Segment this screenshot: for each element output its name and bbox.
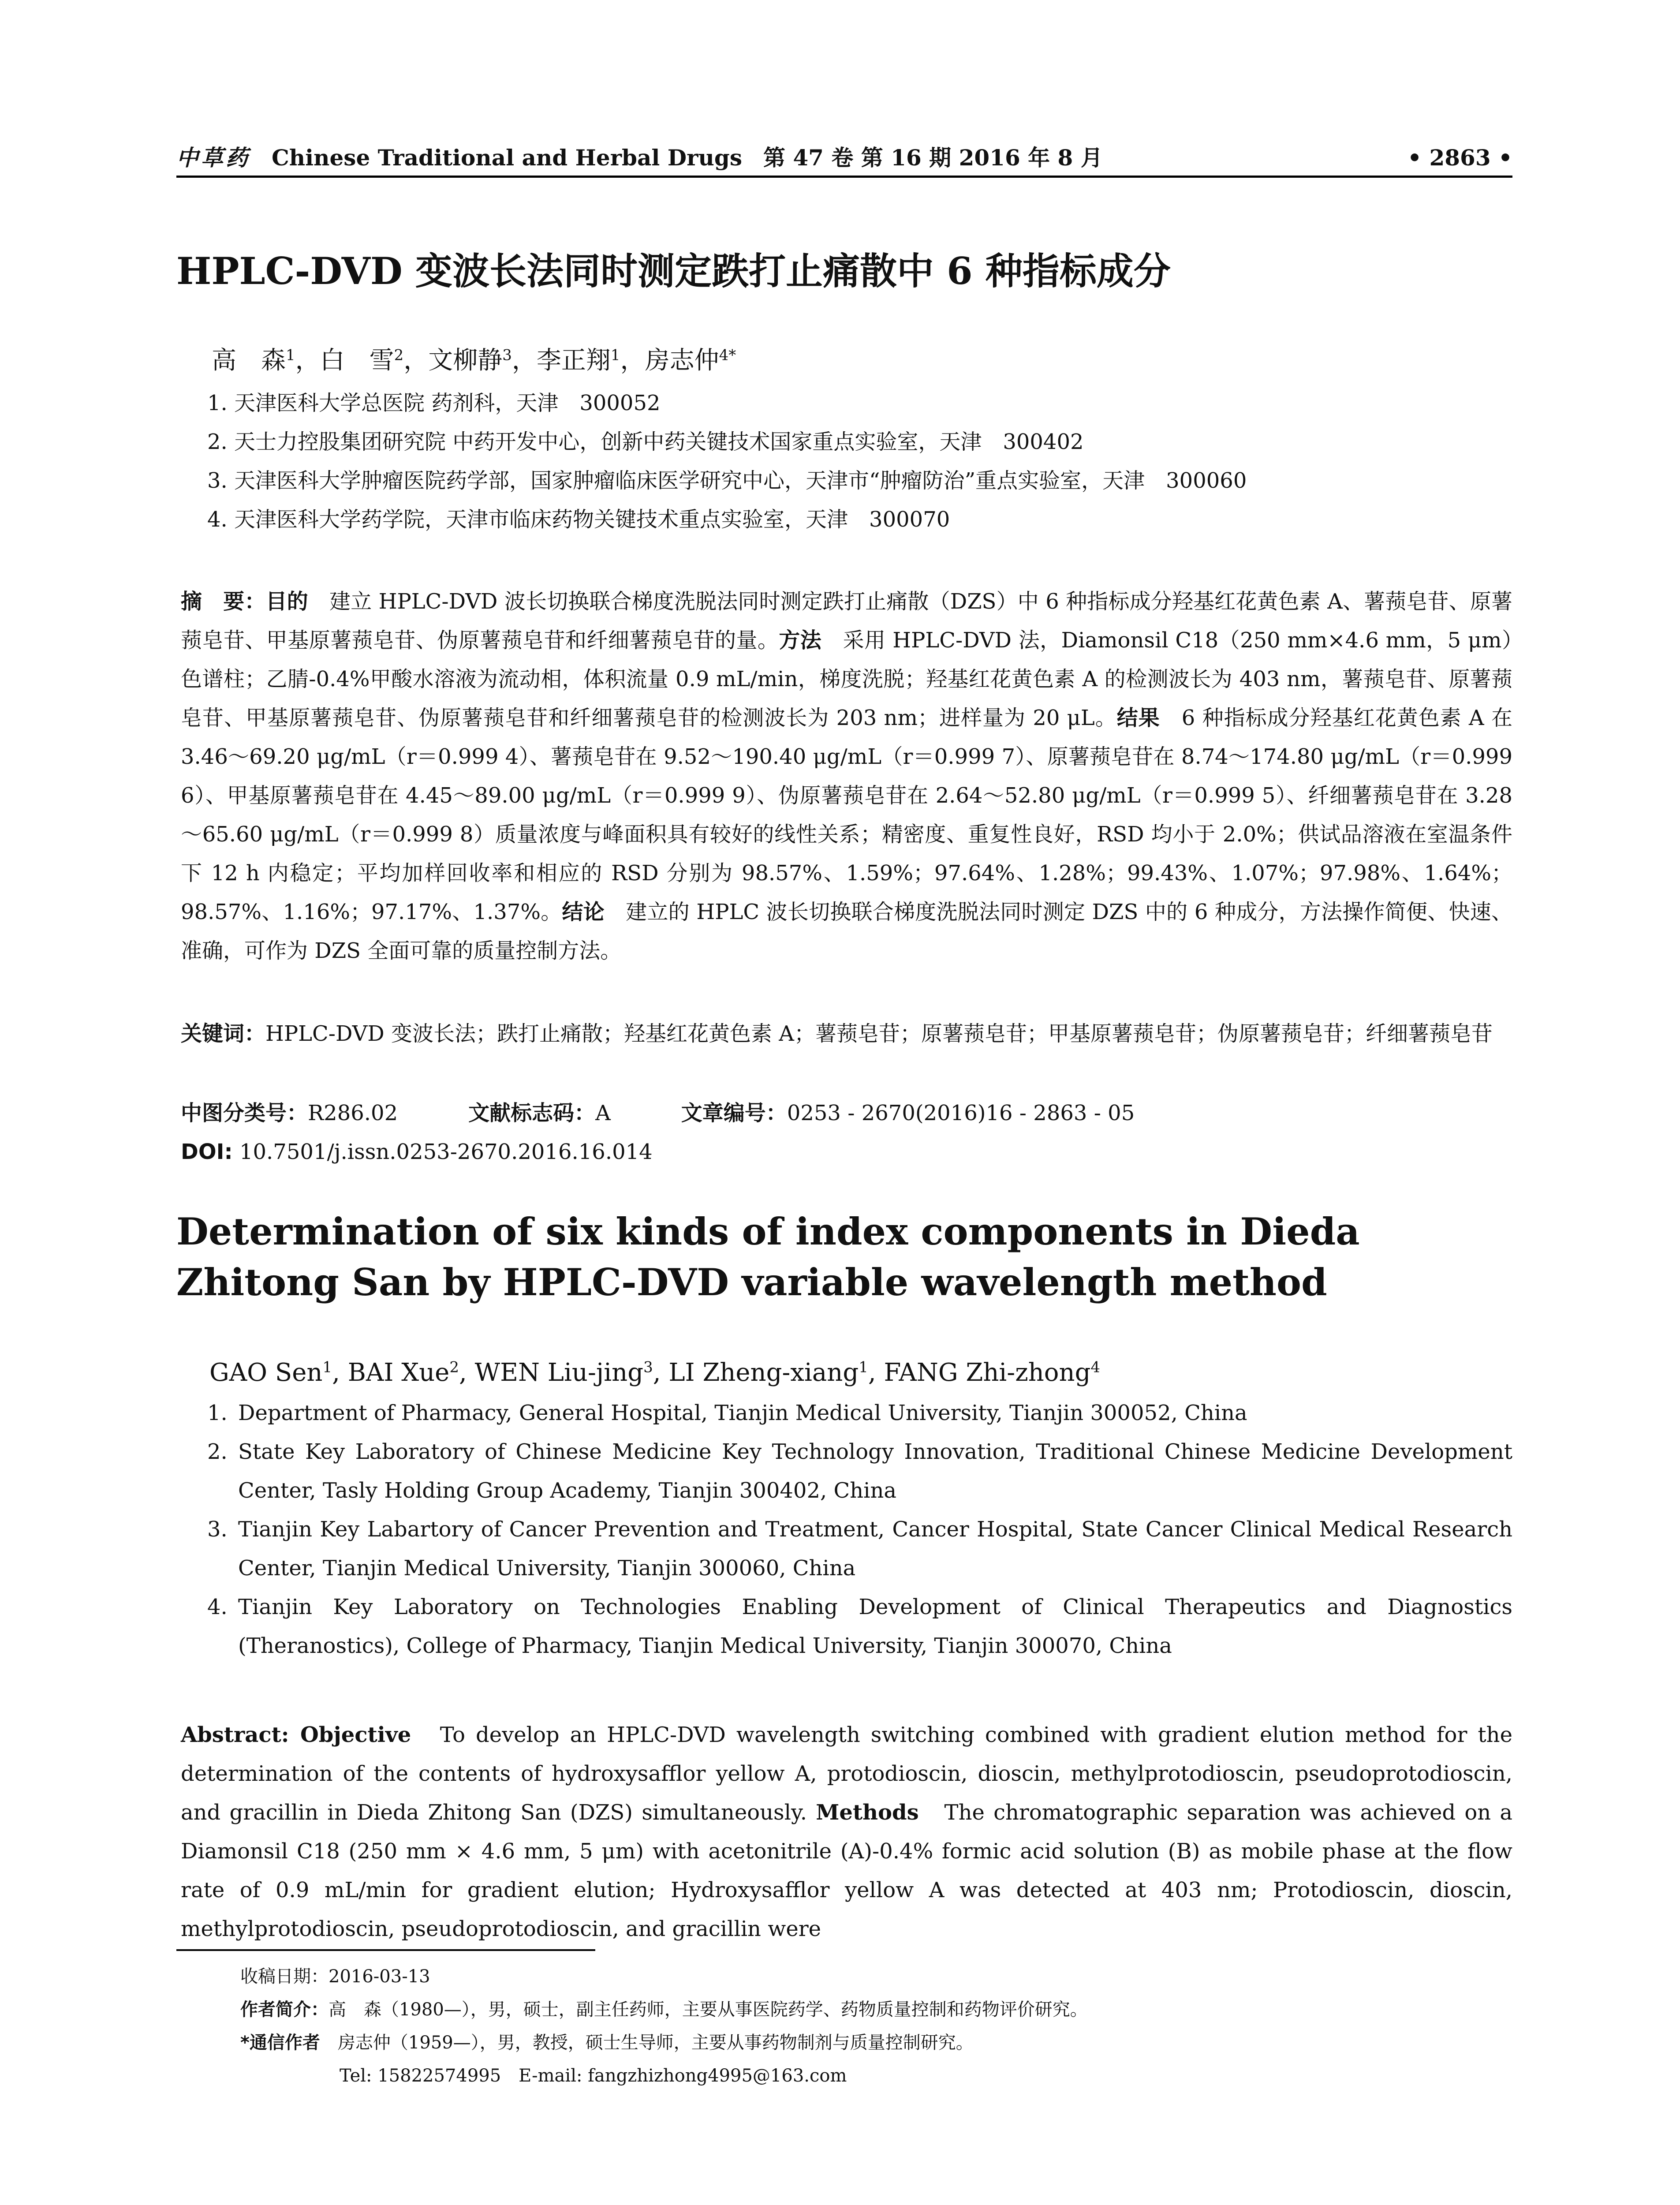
footnote-corresponding: *通信作者 房志仲（1959—），男，教授，硕士生导师，主要从事药物制剂与质量控制研究。 — [240, 2033, 974, 2053]
title-cn: HPLC-DVD 变波长法同时测定跌打止痛散中 6 种指标成分 — [176, 249, 1171, 293]
doi-value: 10.7501/j.issn.0253-2670.2016.16.014 — [232, 1140, 653, 1164]
header-left — [176, 140, 1103, 172]
author-en: WEN Liu-jing$^3$, — [474, 1358, 669, 1387]
objective-text: 建立 HPLC-DVD 波长切换联合梯度洗脱法同时测定跌打止痛散（DZS）中 6 种指标成分羟基红花黄色素 A、薯蓣皂苷、原薯蓣皂苷、甲基原薯蓣皂苷、伪原薯蓣皂苷和纤细薯蓣皂苷的量。 — [181, 589, 1512, 653]
abstract-label: 摘 要： — [181, 589, 266, 614]
affiliation-en: 1. Department of Pharmacy, General Hospital, Tianjin Medical University, Tianjin 300052, China — [207, 1401, 1247, 1425]
doi-line — [181, 1132, 1512, 1171]
article-number-value: 0253 - 2670(2016)16 - 2863 - 05 — [787, 1101, 1135, 1125]
abstract-cn — [181, 582, 1512, 970]
methods-text: 采用 HPLC-DVD 法，Diamonsil C18（250 mm×4.6 mm，5 μm）色谱柱；乙腈-0.4%甲酸水溶液为流动相，体积流量 0.9 mL/min，梯度洗脱；羟基红花黄色素 A 的检测波长为 403 nm，薯蓣皂苷、原薯蓣皂苷、甲基原薯蓣皂苷、伪原薯蓣皂苷和纤细薯蓣皂苷的检测波长为 203 nm；进样量为 20 μL。 — [181, 628, 1512, 730]
footnote-bio: 作者简介：高 森（1980—），男，硕士，副主任药师，主要从事医院药学、药物质量控制和药物评价研究。 — [240, 1999, 1088, 2020]
footnote-rule — [176, 1949, 595, 1951]
results-label: 结果 — [1116, 706, 1160, 730]
classification-line — [181, 1094, 1512, 1132]
footnote-received: 收稿日期：2016-03-13 — [240, 1966, 430, 1987]
affiliations-cn — [207, 384, 1512, 539]
footnote-contact: Tel: 15822574995 E-mail: fangzhizhong4995@163.com — [340, 2066, 847, 2086]
author-cn: 高 森$^1$， — [212, 346, 320, 375]
abstract-en-methods: The chromatographic separation was achieved on a Diamonsil C18 (250 mm × 4.6 mm, 5 μm) with acetonitrile (A)-0.4% formic acid solution (B) as mobile phase at the flow rate of 0.9 mL/min for gradient elution; Hydroxysafflor yellow A was detected at 403 nm; Protodioscin, dioscin, methylprotodioscin, pseudoprotodioscin, and gracillin were — [181, 1800, 1512, 1941]
abstract-en-methods-label: Methods — [816, 1800, 919, 1825]
author-en: BAI Xue$^2$, — [347, 1358, 475, 1387]
affiliations-en — [207, 1394, 1512, 1665]
footnotes — [240, 1960, 1510, 2093]
author-cn: 白 雪$^2$， — [320, 346, 429, 375]
conclusion-label: 结论 — [562, 900, 605, 924]
abstract-en-objective: To develop an HPLC-DVD wavelength switching combined with gradient elution method for the determination of the contents of hydroxysafflor yellow A, protodioscin, dioscin, methylprotodioscin, pseudoprotodioscin, and gracillin in Dieda Zhitong San (DZS) simultaneously. — [181, 1723, 1513, 1825]
journal-name-cn: 中草药 — [176, 145, 250, 171]
author-en: GAO Sen$^1$, — [209, 1358, 348, 1387]
author-cn: 李正翔$^1$， — [536, 346, 645, 375]
abstract-en-label: Abstract: Objective — [181, 1723, 411, 1747]
header-rule — [176, 176, 1512, 178]
keywords-text: HPLC-DVD 变波长法；跌打止痛散；羟基红花黄色素 A；薯蓣皂苷；原薯蓣皂苷；甲基原薯蓣皂苷；伪原薯蓣皂苷；纤细薯蓣皂苷 — [265, 1021, 1493, 1046]
authors-en — [209, 1349, 1100, 1390]
affiliation-cn: 4. 天津医科大学药学院，天津市临床药物关键技术重点实验室，天津 300070 — [207, 507, 950, 532]
author-en: FANG Zhi-zhong$^4$ — [884, 1358, 1101, 1387]
affiliation-en: 4. Tianjin Key Laboratory on Technologies Enabling Development of Clinical Therapeutics and Diagnostics (Theranostics), College of Pharmacy, Tianjin Medical University, Tianjin 300070, China — [207, 1595, 1512, 1658]
doc-code-label: 文献标志码： — [468, 1101, 596, 1125]
journal-issue: 第 47 卷 第 16 期 2016 年 8 月 — [763, 145, 1103, 171]
abstract-en — [181, 1715, 1512, 1948]
journal-name-en: Chinese Traditional and Herbal Drugs — [272, 145, 742, 171]
running-header — [176, 140, 1512, 172]
article-number-label: 文章编号： — [681, 1101, 787, 1125]
keywords-label: 关键词： — [181, 1021, 266, 1046]
authors-cn — [212, 340, 736, 376]
page-number: • 2863 • — [1407, 145, 1512, 171]
results-text: 6 种指标成分羟基红花黄色素 A 在 3.46～69.20 μg/mL（r＝0.999 4）、薯蓣皂苷在 9.52～190.40 μg/mL（r＝0.999 7）、原薯蓣皂苷在 8.74～174.80 μg/mL（r＝0.999 6）、甲基原薯蓣皂苷在 4.45～89.00 μg/mL（r＝0.999 9）、伪原薯蓣皂苷在 2.64～52.80 μg/mL（r＝0.999 5）、纤细薯蓣皂苷在 3.28～65.60 μg/mL（r＝0.999 8）质量浓度与峰面积具有较好的线性关系；精密度、重复性良好，RSD 均小于 2.0%；供试品溶液在室温条件下 12 h 内稳定；平均加样回收率和相应的 RSD 分别为 98.57%、1.59%；97.64%、1.28%；99.43%、1.07%；97.98%、1.64%；98.57%、1.16%；97.17%、1.37%。 — [181, 706, 1512, 924]
affiliation-cn: 1. 天津医科大学总医院 药剂科，天津 300052 — [207, 391, 661, 415]
author-cn: 文柳静$^3$， — [428, 346, 537, 375]
methods-label: 方法 — [779, 628, 822, 653]
doi-label: DOI: — [181, 1140, 233, 1164]
affiliation-cn: 2. 天士力控股集团研究院 中药开发中心，创新中药关键技术国家重点实验室，天津 300402 — [207, 430, 1084, 454]
author-en: LI Zheng-xiang$^1$, — [668, 1358, 884, 1387]
clc-label: 中图分类号： — [181, 1101, 308, 1125]
affiliation-en: 2. State Key Laboratory of Chinese Medicine Key Technology Innovation, Traditional Chinese Medicine Development Center, Tasly Holding Group Academy, Tianjin 300402, China — [207, 1439, 1512, 1503]
keywords-cn — [181, 1014, 1512, 1053]
author-cn: 房志仲$^{4*}$ — [645, 346, 736, 375]
affiliation-cn: 3. 天津医科大学肿瘤医院药学部，国家肿瘤临床医学研究中心，天津市“肿瘤防治”重点实验室，天津 300060 — [207, 468, 1247, 493]
affiliation-en: 3. Tianjin Key Labartory of Cancer Prevention and Treatment, Cancer Hospital, State Cancer Clinical Medical Research Center, Tianjin Medical University, Tianjin 300060, China — [207, 1517, 1512, 1581]
clc-value: R286.02 — [308, 1101, 398, 1125]
objective-label: 目的 — [265, 589, 308, 614]
title-en: Determination of six kinds of index components in Dieda Zhitong San by HPLC-DVD variable wavelength method — [176, 1210, 1360, 1304]
doc-code-value: A — [595, 1101, 611, 1125]
conclusion-text: 建立的 HPLC 波长切换联合梯度洗脱法同时测定 DZS 中的 6 种成分，方法操作简便、快速、准确，可作为 DZS 全面可靠的质量控制方法。 — [181, 900, 1512, 963]
